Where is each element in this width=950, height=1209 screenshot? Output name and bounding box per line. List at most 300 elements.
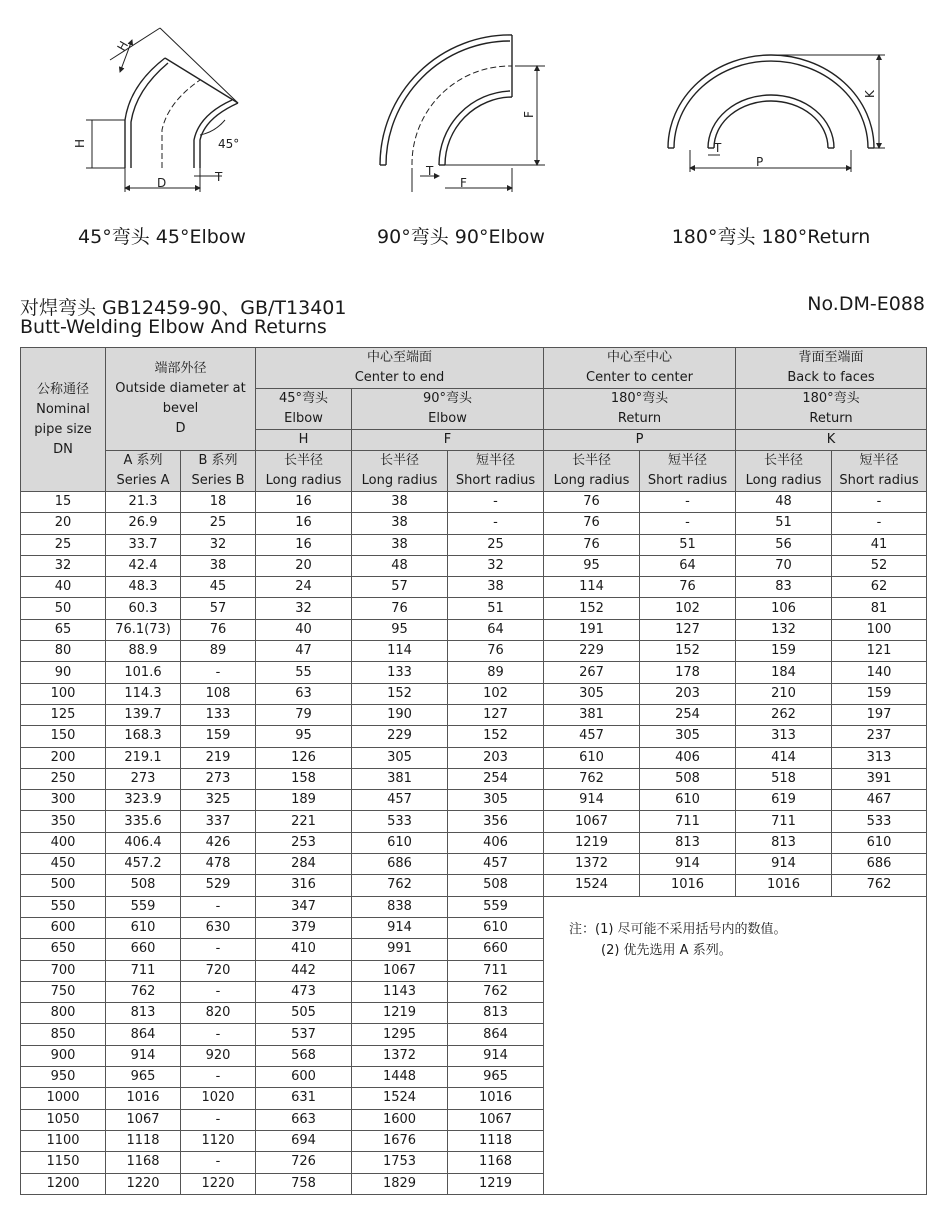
table-cell: 813 [448, 1003, 544, 1024]
table-cell: 406 [640, 747, 736, 768]
table-cell: 267 [544, 662, 640, 683]
table-cell: 711 [106, 960, 181, 981]
table-cell: 529 [181, 875, 256, 896]
table-cell: 200 [21, 747, 106, 768]
table-header [21, 348, 927, 492]
table-cell: 95 [352, 619, 448, 640]
table-cell: 337 [181, 811, 256, 832]
table-cell: 1120 [181, 1130, 256, 1151]
table-cell: 127 [640, 619, 736, 640]
table-cell: 711 [640, 811, 736, 832]
table-cell: 864 [106, 1024, 181, 1045]
table-cell: 1016 [736, 875, 832, 896]
table-cell: 76.1(73) [106, 619, 181, 640]
table-cell: 38 [352, 513, 448, 534]
table-cell: 726 [256, 1152, 352, 1173]
table-cell: 537 [256, 1024, 352, 1045]
table-cell: 813 [736, 832, 832, 853]
table-cell: 1016 [448, 1088, 544, 1109]
table-cell: 63 [256, 683, 352, 704]
table-cell: 694 [256, 1130, 352, 1151]
table-cell: 42.4 [106, 555, 181, 576]
table-row [21, 534, 927, 555]
table-cell: 610 [352, 832, 448, 853]
table-cell: 284 [256, 854, 352, 875]
table-cell: 76 [352, 598, 448, 619]
table-cell: 813 [640, 832, 736, 853]
table-cell: 750 [21, 981, 106, 1002]
table-cell: 50 [21, 598, 106, 619]
table-row [21, 641, 927, 662]
table-cell: 48 [352, 555, 448, 576]
table-cell: 1143 [352, 981, 448, 1002]
table-cell: 505 [256, 1003, 352, 1024]
table-cell: 210 [736, 683, 832, 704]
table-cell: 650 [21, 939, 106, 960]
table-cell: 250 [21, 768, 106, 789]
table-cell: 152 [352, 683, 448, 704]
table-cell: 900 [21, 1045, 106, 1066]
table-cell: 101.6 [106, 662, 181, 683]
table-cell: 533 [832, 811, 927, 832]
table-cell: 56 [736, 534, 832, 555]
table-row [21, 832, 927, 853]
table-cell: 610 [544, 747, 640, 768]
header-long-radius: 长半径 Long radius [544, 451, 640, 492]
table-cell: - [832, 492, 927, 513]
table-cell: 850 [21, 1024, 106, 1045]
table-cell: 914 [736, 854, 832, 875]
table-cell: 254 [640, 704, 736, 725]
table-cell: 51 [736, 513, 832, 534]
table-cell: 158 [256, 768, 352, 789]
table-cell: 610 [448, 917, 544, 938]
table-cell: 20 [256, 555, 352, 576]
table-cell: 813 [106, 1003, 181, 1024]
table-cell: 335.6 [106, 811, 181, 832]
table-cell: 237 [832, 726, 927, 747]
table-cell: 1600 [352, 1109, 448, 1130]
table-cell: 57 [181, 598, 256, 619]
table-cell: 108 [181, 683, 256, 704]
return180-k-label: K [863, 90, 877, 98]
title-chinese: 对焊弯头 GB12459-90、GB/T13401 [20, 297, 347, 319]
table-cell: 76 [181, 619, 256, 640]
table-cell: 1524 [352, 1088, 448, 1109]
table-cell: 47 [256, 641, 352, 662]
table-cell: 467 [832, 790, 927, 811]
table-cell: 1150 [21, 1152, 106, 1173]
header-symbol-f: F [352, 430, 544, 451]
table-cell: 25 [181, 513, 256, 534]
table-row [21, 598, 927, 619]
table-cell: 33.7 [106, 534, 181, 555]
table-cell: 81 [832, 598, 927, 619]
table-cell: 52 [832, 555, 927, 576]
table-cell: 1829 [352, 1173, 448, 1194]
header-long-radius: 长半径 Long radius [736, 451, 832, 492]
table-row [21, 619, 927, 640]
table-cell: 150 [21, 726, 106, 747]
table-cell: 660 [448, 939, 544, 960]
header-45-elbow: 45°弯头 Elbow [256, 389, 352, 430]
table-cell: 518 [736, 768, 832, 789]
table-cell: - [448, 492, 544, 513]
table-row [21, 726, 927, 747]
table-cell: 305 [544, 683, 640, 704]
table-cell: 1020 [181, 1088, 256, 1109]
table-cell: 80 [21, 641, 106, 662]
table-cell: 65 [21, 619, 106, 640]
table-cell: 500 [21, 875, 106, 896]
table-cell: 83 [736, 577, 832, 598]
table-cell: 121 [832, 641, 927, 662]
table-cell: 820 [181, 1003, 256, 1024]
drawings-area [0, 0, 950, 260]
table-cell: 62 [832, 577, 927, 598]
table-cell: 1067 [448, 1109, 544, 1130]
table-cell: 48 [736, 492, 832, 513]
table-cell: 508 [448, 875, 544, 896]
header-symbol-k: K [736, 430, 927, 451]
table-cell: 568 [256, 1045, 352, 1066]
table-cell: 1220 [106, 1173, 181, 1194]
table-cell: 273 [106, 768, 181, 789]
table-cell: 184 [736, 662, 832, 683]
table-cell: 1295 [352, 1024, 448, 1045]
header-nominal: 公称通径 Nominal pipe size DN [21, 348, 106, 492]
table-row [21, 704, 927, 725]
table-cell: 350 [21, 811, 106, 832]
table-cell: 323.9 [106, 790, 181, 811]
table-cell: 51 [640, 534, 736, 555]
table-cell: 457 [544, 726, 640, 747]
elbow45-caption: 45°弯头 45°Elbow [78, 226, 246, 248]
table-cell: - [181, 1109, 256, 1130]
table-cell: 219.1 [106, 747, 181, 768]
table-cell: 229 [544, 641, 640, 662]
table-cell: 152 [448, 726, 544, 747]
table-row [21, 747, 927, 768]
table-cell: 38 [181, 555, 256, 576]
table-cell: 219 [181, 747, 256, 768]
table-cell: - [181, 662, 256, 683]
table-row [21, 577, 927, 598]
table-cell: 610 [832, 832, 927, 853]
fitting-drawings [0, 0, 950, 260]
table-cell: 90 [21, 662, 106, 683]
dimension-table [20, 347, 927, 1195]
table-row [21, 854, 927, 875]
table-cell: 1219 [448, 1173, 544, 1194]
table-cell: 758 [256, 1173, 352, 1194]
table-cell: 40 [21, 577, 106, 598]
table-cell: - [181, 939, 256, 960]
table-cell: 254 [448, 768, 544, 789]
table-cell: 400 [21, 832, 106, 853]
table-cell: 70 [736, 555, 832, 576]
table-cell: 197 [832, 704, 927, 725]
table-cell: 102 [640, 598, 736, 619]
table-cell: 51 [448, 598, 544, 619]
table-cell: 152 [640, 641, 736, 662]
table-cell: 1016 [106, 1088, 181, 1109]
table-cell: 1219 [544, 832, 640, 853]
table-cell: 64 [640, 555, 736, 576]
table-row [21, 790, 927, 811]
table-cell: 38 [448, 577, 544, 598]
table-cell: 381 [352, 768, 448, 789]
header-symbol-h: H [256, 430, 352, 451]
table-cell: 631 [256, 1088, 352, 1109]
table-cell: - [181, 1067, 256, 1088]
table-cell: 152 [544, 598, 640, 619]
table-cell: 190 [352, 704, 448, 725]
table-cell: 920 [181, 1045, 256, 1066]
table-cell: - [181, 896, 256, 917]
table-cell: 379 [256, 917, 352, 938]
table-cell: 125 [21, 704, 106, 725]
table-cell: 800 [21, 1003, 106, 1024]
header-back-to-faces: 背面至端面 Back to faces [736, 348, 927, 389]
table-cell: 221 [256, 811, 352, 832]
header-long-radius: 长半径 Long radius [352, 451, 448, 492]
table-cell: 630 [181, 917, 256, 938]
table-cell: 76 [544, 492, 640, 513]
table-cell: 38 [352, 492, 448, 513]
table-row [21, 896, 927, 917]
table-cell: 1067 [106, 1109, 181, 1130]
table-cell: 559 [448, 896, 544, 917]
table-cell: 720 [181, 960, 256, 981]
table-cell: 1200 [21, 1173, 106, 1194]
table-cell: 442 [256, 960, 352, 981]
table-cell: 473 [256, 981, 352, 1002]
elbow45-h-label: H [114, 38, 132, 54]
table-row [21, 683, 927, 704]
table-cell: 914 [640, 854, 736, 875]
table-cell: 100 [21, 683, 106, 704]
header-short-radius: 短半径 Short radius [640, 451, 736, 492]
table-cell: 914 [544, 790, 640, 811]
table-cell: 381 [544, 704, 640, 725]
table-cell: 762 [832, 875, 927, 896]
table-cell: 262 [736, 704, 832, 725]
title-english: Butt-Welding Elbow And Returns [20, 316, 327, 338]
table-cell: 305 [640, 726, 736, 747]
table-cell: 686 [832, 854, 927, 875]
table-cell: 16 [256, 513, 352, 534]
table-cell: 305 [352, 747, 448, 768]
table-cell: 550 [21, 896, 106, 917]
table-cell: 21.3 [106, 492, 181, 513]
table-row [21, 811, 927, 832]
table-cell: 663 [256, 1109, 352, 1130]
table-cell: 114 [544, 577, 640, 598]
table-cell: 64 [448, 619, 544, 640]
table-cell: 478 [181, 854, 256, 875]
table-cell: 48.3 [106, 577, 181, 598]
table-cell: 55 [256, 662, 352, 683]
table-cell: 1067 [352, 960, 448, 981]
table-cell: 313 [832, 747, 927, 768]
table-cell: 38 [352, 534, 448, 555]
table-cell: 914 [352, 917, 448, 938]
table-cell: 89 [181, 641, 256, 662]
table-cell: 89 [448, 662, 544, 683]
table-cell: 132 [736, 619, 832, 640]
table-cell: 356 [448, 811, 544, 832]
table-cell: 1050 [21, 1109, 106, 1130]
header-short-radius: 短半径 Short radius [448, 451, 544, 492]
table-cell: 18 [181, 492, 256, 513]
table-cell: 114 [352, 641, 448, 662]
table-cell: 838 [352, 896, 448, 917]
table-cell: 15 [21, 492, 106, 513]
header-symbol-p: P [544, 430, 736, 451]
table-cell: 20 [21, 513, 106, 534]
notes-cell [544, 896, 927, 1194]
table-cell: 1168 [106, 1152, 181, 1173]
table-cell: 189 [256, 790, 352, 811]
table-cell: - [640, 492, 736, 513]
table-cell: 533 [352, 811, 448, 832]
table-cell: - [181, 1152, 256, 1173]
table-cell: 1753 [352, 1152, 448, 1173]
table-cell: 457 [448, 854, 544, 875]
table-cell: 133 [352, 662, 448, 683]
table-cell: 114.3 [106, 683, 181, 704]
table-cell: 914 [448, 1045, 544, 1066]
return180-p-label: P [756, 155, 764, 169]
table-cell: 45 [181, 577, 256, 598]
table-cell: 76 [544, 534, 640, 555]
table-cell: 127 [448, 704, 544, 725]
table-cell: 140 [832, 662, 927, 683]
table-cell: 100 [832, 619, 927, 640]
table-cell: 60.3 [106, 598, 181, 619]
table-cell: 991 [352, 939, 448, 960]
table-cell: 32 [21, 555, 106, 576]
table-cell: 1219 [352, 1003, 448, 1024]
table-cell: 32 [181, 534, 256, 555]
table-cell: 139.7 [106, 704, 181, 725]
table-cell: - [832, 513, 927, 534]
table-cell: 406.4 [106, 832, 181, 853]
table-cell: 700 [21, 960, 106, 981]
note-line-1: 注：(1) 尽可能不采用括号内的数值。 [569, 921, 787, 937]
table-cell: 686 [352, 854, 448, 875]
table-cell: 914 [106, 1045, 181, 1066]
table-cell: 102 [448, 683, 544, 704]
table-cell: 24 [256, 577, 352, 598]
table-row [21, 875, 927, 896]
table-cell: 426 [181, 832, 256, 853]
table-row [21, 492, 927, 513]
elbow90-t-label: T [426, 164, 434, 178]
elbow-90-drawing [380, 35, 545, 192]
table-cell: 1524 [544, 875, 640, 896]
table-cell: 950 [21, 1067, 106, 1088]
table-cell: 660 [106, 939, 181, 960]
table-cell: 229 [352, 726, 448, 747]
table-row [21, 513, 927, 534]
table-cell: 41 [832, 534, 927, 555]
table-cell: 610 [640, 790, 736, 811]
table-cell: 410 [256, 939, 352, 960]
table-cell: 316 [256, 875, 352, 896]
table-cell: 79 [256, 704, 352, 725]
table-cell: 450 [21, 854, 106, 875]
table-cell: 95 [544, 555, 640, 576]
table-cell: 414 [736, 747, 832, 768]
table-cell: 1067 [544, 811, 640, 832]
table-cell: 508 [106, 875, 181, 896]
header-180-return-p: 180°弯头 Return [544, 389, 736, 430]
return-180-drawing [668, 55, 885, 172]
table-cell: 762 [544, 768, 640, 789]
table-cell: 711 [448, 960, 544, 981]
table-cell: 711 [736, 811, 832, 832]
header-long-radius: 长半径 Long radius [256, 451, 352, 492]
table-cell: 1372 [544, 854, 640, 875]
table-cell: 57 [352, 577, 448, 598]
table-row [21, 768, 927, 789]
table-cell: 559 [106, 896, 181, 917]
table-cell: 1118 [106, 1130, 181, 1151]
table-cell: 1016 [640, 875, 736, 896]
table-cell: 600 [21, 917, 106, 938]
table-cell: 178 [640, 662, 736, 683]
table-cell: - [448, 513, 544, 534]
table-cell: 40 [256, 619, 352, 640]
elbow45-angle-label: 45° [218, 137, 240, 151]
table-cell: 191 [544, 619, 640, 640]
table-cell: 965 [448, 1067, 544, 1088]
table-cell: 25 [21, 534, 106, 555]
table-cell: 203 [448, 747, 544, 768]
table-cell: 126 [256, 747, 352, 768]
table-cell: 762 [448, 981, 544, 1002]
table-cell: - [181, 981, 256, 1002]
table-cell: - [181, 1024, 256, 1045]
table-cell: 457 [352, 790, 448, 811]
table-cell: 1448 [352, 1067, 448, 1088]
header-short-radius: 短半径 Short radius [832, 451, 927, 492]
header-series-b: B 系列 Series B [181, 451, 256, 492]
elbow-45-drawing [86, 28, 238, 192]
table-cell: 16 [256, 534, 352, 555]
table-cell: 16 [256, 492, 352, 513]
table-cell: - [640, 513, 736, 534]
table-body [21, 492, 927, 1195]
elbow45-t-label: T [215, 170, 223, 184]
table-cell: 32 [256, 598, 352, 619]
table-row [21, 662, 927, 683]
table-cell: 457.2 [106, 854, 181, 875]
table-cell: 76 [448, 641, 544, 662]
table-cell: 619 [736, 790, 832, 811]
table-cell: 600 [256, 1067, 352, 1088]
table-cell: 508 [640, 768, 736, 789]
table-cell: 391 [832, 768, 927, 789]
table-cell: 95 [256, 726, 352, 747]
table-cell: 159 [832, 683, 927, 704]
table-row [21, 555, 927, 576]
header-90-elbow: 90°弯头 Elbow [352, 389, 544, 430]
elbow45-d-label: D [157, 176, 167, 190]
header-series-a: A 系列 Series A [106, 451, 181, 492]
